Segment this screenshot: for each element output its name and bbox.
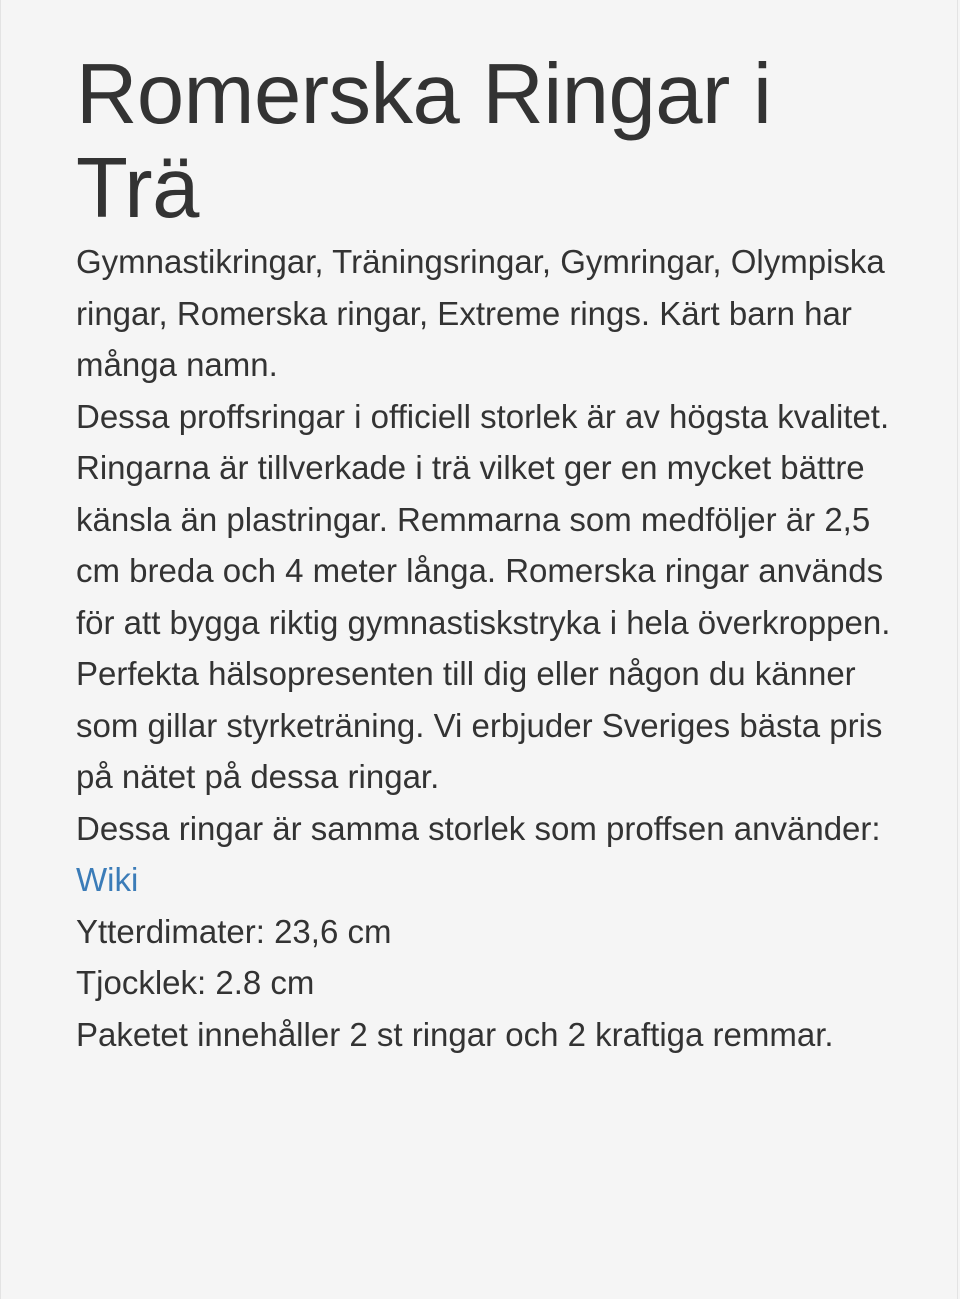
intro-paragraph: Gymnastikringar, Träningsringar, Gymringar, Olympiska ringar, Romerska ringar, Extreme rings. Kärt barn har många namn. bbox=[76, 243, 885, 383]
gift-paragraph: Perfekta hälsopresenten till dig eller någon du känner som gillar styrketräning. Vi erbjuder Sveriges bästa pris på nätet på dessa ringar. bbox=[76, 655, 883, 795]
product-description bbox=[76, 48, 896, 1060]
size-paragraph bbox=[76, 803, 896, 1009]
wiki-link[interactable]: Wiki bbox=[76, 861, 139, 898]
size-intro-text: Dessa ringar är samma storlek som proffsen använder: bbox=[76, 809, 881, 847]
page-title: Romerska Ringar i Trä bbox=[76, 47, 772, 236]
quality-paragraph: Dessa proffsringar i officiell storlek är av högsta kvalitet. Ringarna är tillverkade i trä vilket ger en mycket bättre känsla än plastringar. Remmarna som medföljer är 2,5 cm breda och 4 meter långa. Romerska ringar används för att bygga riktig gymnastiskstryka i hela överkroppen. bbox=[76, 397, 891, 641]
package-contents-paragraph: Paketet innehåller 2 st ringar och 2 kraftiga remmar. bbox=[76, 1015, 834, 1053]
outer-diameter-spec: Ytterdimater: 23,6 cm bbox=[76, 912, 392, 950]
thickness-spec: Tjocklek: 2.8 cm bbox=[76, 964, 315, 1001]
